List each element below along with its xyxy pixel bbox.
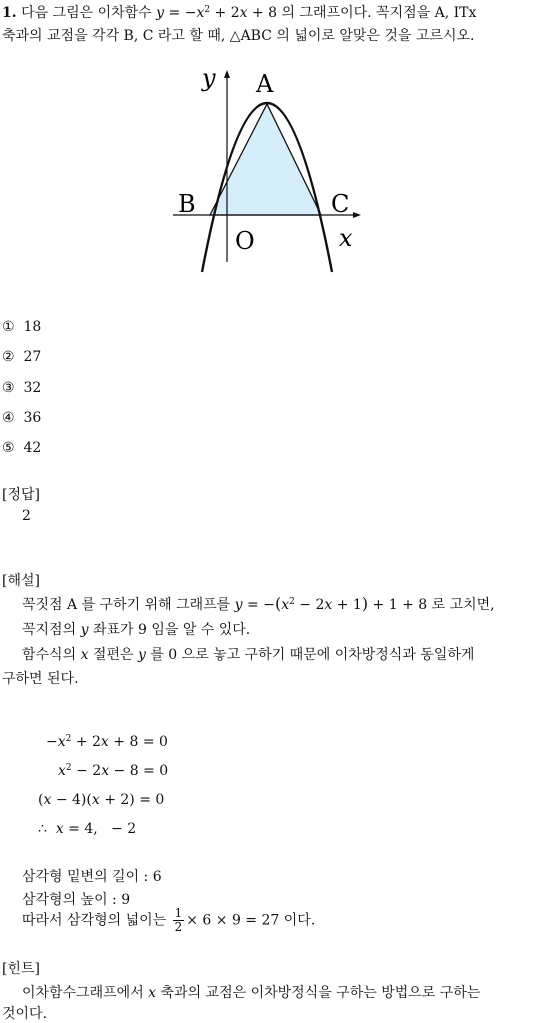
- base-length: 삼각형 밑변의 길이 : 6: [22, 869, 162, 885]
- equation-step-3: (x − 4)(x + 2) = 0: [38, 792, 165, 808]
- hint-text-1b: 축과의 교점은 이차방정식을 구하는 방법으로 구하는: [160, 985, 481, 1001]
- var-x: x: [80, 647, 89, 663]
- choice-marker: ③: [2, 380, 15, 396]
- choice-1[interactable]: [2, 319, 41, 335]
- question-text-2b: 의 넓이로 알맞은 것을 고르시오.: [276, 28, 475, 44]
- label-o: O: [235, 227, 255, 255]
- question-text-1b: 의 그래프이다. 꼭지점을 A,: [281, 5, 450, 21]
- hint-line-1: [22, 982, 480, 1002]
- label-y: y: [202, 64, 216, 92]
- question-text-1a: 다음 그림은 이차함수: [21, 5, 152, 21]
- function-formula: $y = -x^2 + 2x + 8$: [156, 5, 278, 21]
- choice-value: 18: [23, 319, 42, 335]
- equation-step-4: ∴ x = 4, − 2: [38, 821, 137, 837]
- choice-2[interactable]: [2, 349, 41, 365]
- explanation-text-3b: 절편은: [92, 647, 134, 663]
- explanation-text-2a: 꼭지점의: [22, 622, 77, 638]
- question-line-1: [2, 2, 476, 22]
- label-b: B: [178, 190, 196, 218]
- label-a: A: [256, 70, 274, 98]
- choice-value: 27: [23, 349, 42, 365]
- explanation-header: [해설]: [2, 573, 40, 589]
- choice-marker: ⑤: [2, 440, 15, 456]
- hint-line-2: 것이다.: [2, 1006, 48, 1022]
- explanation-text-1a: 꼭짓점 A 를 구하기 위해 그래프를: [22, 597, 231, 613]
- explanation-text-3c: 를 0 으로 놓고 구하기 때문에 이차방정식과 동일하게: [150, 647, 475, 663]
- hint-text-1a: 이차함수그래프에서: [22, 985, 144, 1001]
- explanation-text-3a: 함수식의: [22, 647, 77, 663]
- parabola-graph: [165, 62, 370, 282]
- hint-header: [힌트]: [2, 961, 40, 977]
- fraction-one-half: $\frac{1}{2}$: [174, 906, 183, 934]
- triangle-label: △ABC: [229, 28, 272, 44]
- label-c: C: [331, 190, 350, 218]
- triangle-height: 삼각형의 높이 : 9: [22, 892, 131, 908]
- choice-value: 42: [23, 440, 42, 456]
- equation-step-2: $x^2 - 2x - 8 = 0$: [58, 763, 169, 779]
- var-y: y: [80, 622, 89, 638]
- x-axis-arrow: [353, 212, 361, 218]
- choice-4[interactable]: [2, 410, 41, 426]
- explanation-line-4: 구하면 된다.: [2, 671, 79, 687]
- question-number: 1.: [2, 5, 17, 21]
- var-y: y: [137, 647, 146, 663]
- explanation-line-3: [22, 644, 474, 664]
- explanation-line-1: [22, 594, 495, 614]
- area-line: 따라서 삼각형의 넓이는 $\frac{1}{2}$ × 6 × 9 = 27 이다.: [22, 906, 316, 934]
- explanation-text-2b: 좌표가 9 임을 알 수 있다.: [92, 622, 251, 638]
- choice-value: 32: [23, 380, 42, 396]
- choice-marker: ①: [2, 319, 15, 335]
- choice-3[interactable]: [2, 380, 41, 396]
- equation-step-1: $-x^2 + 2x + 8 = 0$: [46, 734, 168, 750]
- explanation-text-1b: 로 고치면,: [431, 597, 495, 613]
- explanation-line-2: [22, 619, 250, 639]
- choice-value: 36: [23, 410, 42, 426]
- question-text-2a: 축과의 교점을 각각 B, C 라고 할 때,: [2, 28, 226, 44]
- question-text-1c: ITx: [453, 5, 477, 21]
- area-text-b: 이다.: [283, 912, 316, 929]
- choice-marker: ②: [2, 349, 15, 365]
- var-x: x: [148, 985, 157, 1001]
- choice-5[interactable]: [2, 440, 41, 456]
- y-axis-arrow: [224, 70, 230, 78]
- choice-marker: ④: [2, 410, 15, 426]
- area-text-a: 따라서 삼각형의 넓이는: [22, 912, 167, 929]
- answer-value: 2: [22, 508, 31, 524]
- answer-header: [정답]: [2, 487, 40, 503]
- vertex-form-formula: $y = -(x^2 - 2x + 1) + 1 + 8$: [234, 594, 428, 613]
- label-x: x: [339, 224, 353, 252]
- question-line-2: [2, 25, 474, 45]
